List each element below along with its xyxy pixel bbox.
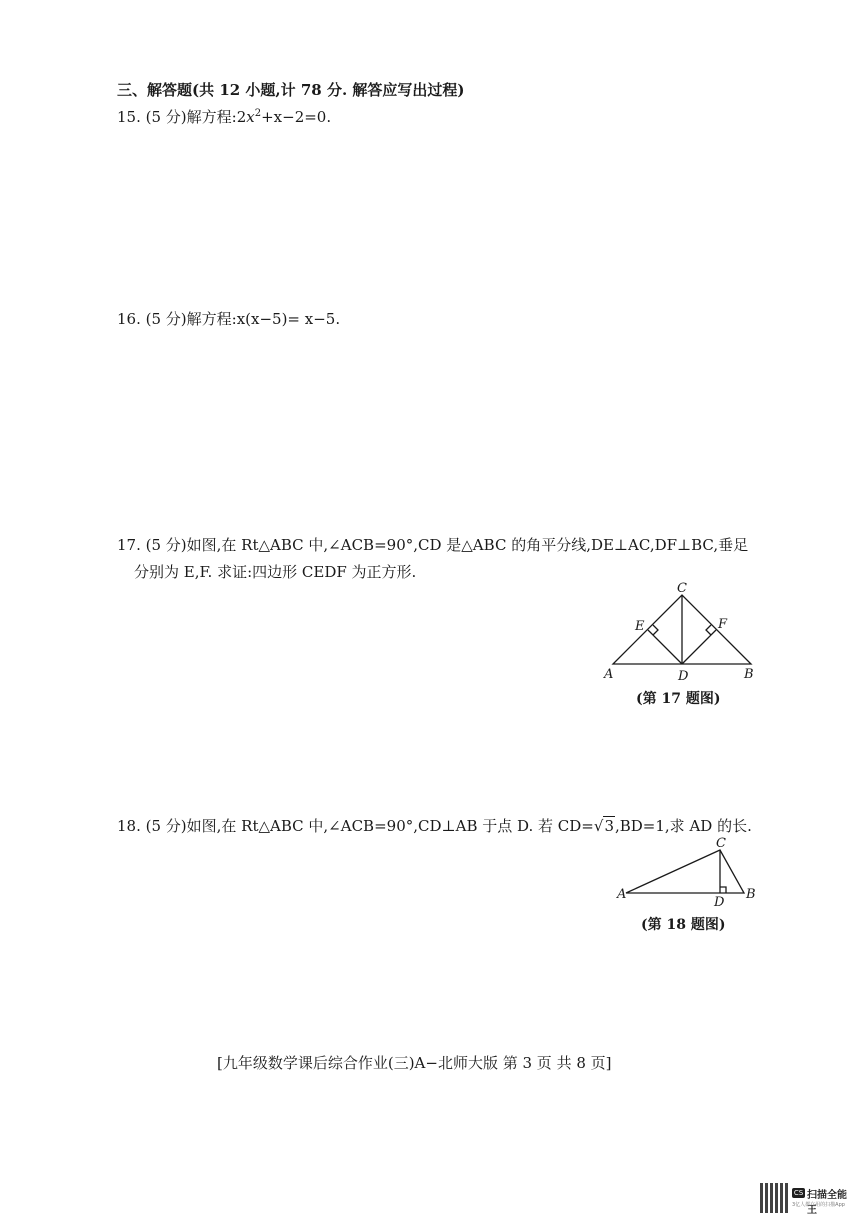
q18-sqrt xyxy=(594,816,615,836)
fig17-label-c: C xyxy=(677,581,687,596)
fig17-right-angle-e xyxy=(653,625,658,635)
fig17-label-a: A xyxy=(604,667,614,682)
question-16: 16. (5 分)解方程:x(x−5)= x−5. xyxy=(117,310,341,328)
q18-sqrt-arg: 3 xyxy=(604,817,614,835)
question-17-line2: 分别为 E,F. 求证:四边形 CEDF 为正方形. xyxy=(134,563,417,581)
question-15 xyxy=(117,104,331,127)
fig18-label-b: B xyxy=(746,887,756,902)
fig17-right-angle-f xyxy=(706,625,711,635)
fig17-label-d: D xyxy=(678,669,689,684)
sqrt-sign: √ xyxy=(593,817,604,835)
fig17-label-f: F xyxy=(718,617,728,632)
question-17-line1: 17. (5 分)如图,在 Rt△ABC 中,∠ACB=90°,CD 是△ABC 的角平分线,DE⊥AC,DF⊥BC,垂足 xyxy=(117,536,749,554)
figure-18-caption: (第 18 题图) xyxy=(641,917,726,933)
question-18 xyxy=(117,816,752,836)
fig18-label-c: C xyxy=(716,836,726,851)
q15-rest: +x−2=0. xyxy=(261,108,332,126)
q15-var: x xyxy=(246,108,255,126)
section-header: 三、解答题(共 12 小题,计 78 分. 解答应写出过程) xyxy=(117,81,465,99)
fig18-label-d: D xyxy=(714,895,725,910)
qr-code-icon xyxy=(760,1183,790,1213)
q18-part2: ,BD=1,求 AD 的长. xyxy=(614,817,752,835)
scanner-app-name: 扫描全能王 xyxy=(807,1190,847,1216)
figure-17 xyxy=(600,580,765,685)
scanner-logo-icon: CS xyxy=(793,1189,804,1197)
q15-exponent: 2 xyxy=(254,108,262,119)
scanner-watermark xyxy=(792,1186,852,1216)
figure-18 xyxy=(612,834,762,910)
page-footer: [九年级数学课后综合作业(三)A−北师大版 第 3 页 共 8 页] xyxy=(217,1054,612,1072)
q18-part1: 18. (5 分)如图,在 Rt△ABC 中,∠ACB=90°,CD⊥AB 于点 D. 若 CD= xyxy=(117,817,594,835)
scanner-app-tagline: 3亿人都在用的扫描App xyxy=(792,1202,845,1208)
figure-17-caption: (第 17 题图) xyxy=(636,691,721,707)
fig17-label-b: B xyxy=(744,667,754,682)
q15-prefix: 15. (5 分)解方程:2 xyxy=(117,108,247,126)
fig18-right-angle-d xyxy=(720,887,726,893)
fig18-label-a: A xyxy=(617,887,627,902)
fig17-label-e: E xyxy=(635,619,645,634)
